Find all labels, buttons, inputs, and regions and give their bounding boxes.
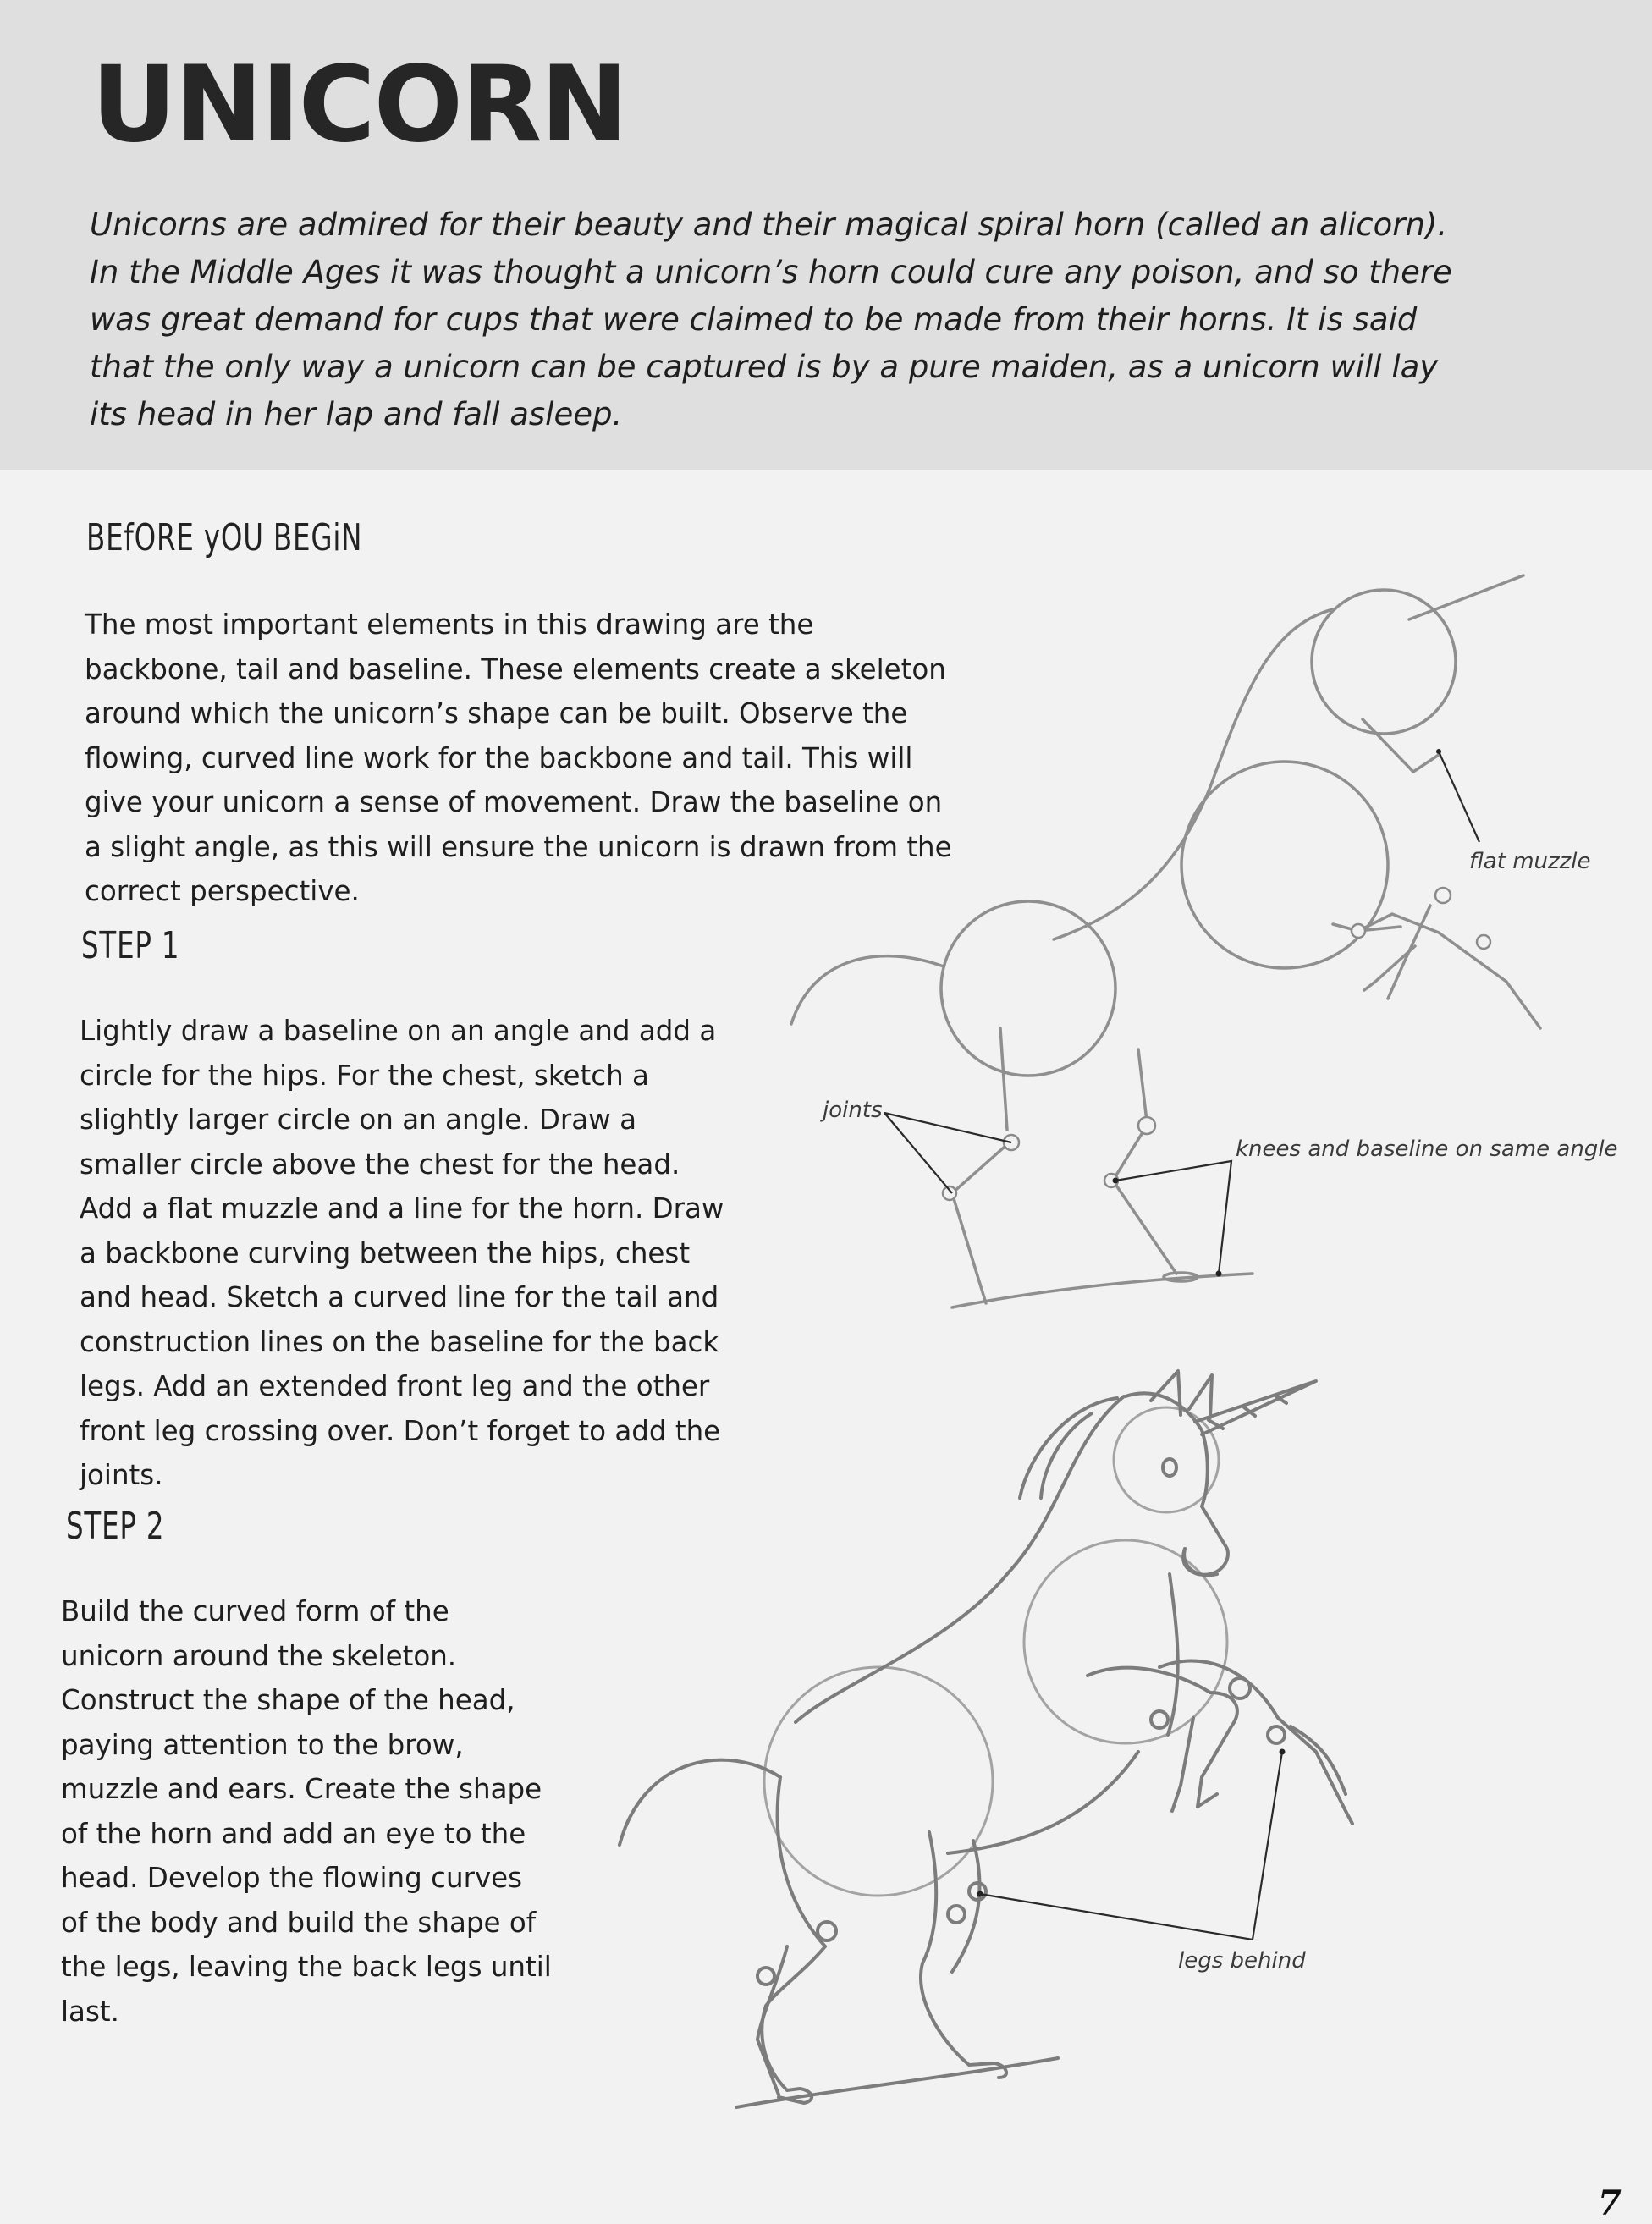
- annotation-knees-baseline: knees and baseline on same angle: [1236, 1137, 1618, 1162]
- annotation-joints: joints: [823, 1098, 883, 1123]
- before-you-begin-heading: BEfORE yOU BEGiN: [86, 516, 363, 559]
- before-you-begin-text: The most important elements in this drawing are the backbone, tail and baseline. These elements create a skeleton around which the unicorn’s shape can be built. Observe the flowing, curved line work for the backbone and tail. This will give your unicorn a sense of movement. Draw the baseline on a slight angle, as this will ensure the unicorn is drawn from the correct perspective.: [85, 608, 952, 907]
- step-1-text: Lightly draw a baseline on an angle and add a circle for the hips. For the chest, sketch a slightly larger circle on an angle. Draw a smaller circle above the chest for the head. Add a flat muzzle and a line for the horn. Draw a backbone curving between the hips, chest and head. Sketch a curved line for the tail and construction lines on the baseline for the back legs. Add an extended front leg and the other front leg crossing over. Don’t forget to add the joints.: [80, 1015, 724, 1491]
- step-1-heading: STEP 1: [81, 924, 180, 967]
- page-title: UNICORN: [91, 44, 627, 166]
- intro-paragraph: Unicorns are admired for their beauty and their magical spiral horn (called an alicorn). In the Middle Ages it was thought a unicorn’s horn could cure any poison, and so there was great demand for cups that were claimed to be made from their horns. It is said that the only way a unicorn can be captured is by a pure maiden, as a unicorn will lay its head in her lap and fall asleep.: [90, 206, 1452, 432]
- page-number: 7: [1598, 2183, 1622, 2223]
- annotation-legs-behind: legs behind: [1178, 1948, 1306, 1974]
- annotation-flat-muzzle: flat muzzle: [1469, 849, 1591, 874]
- step-2-text: Build the curved form of the unicorn around the skeleton. Construct the shape of the head, paying attention to the brow, muzzle and ears. Create the shape of the horn and add an eye to the head. Develop the flowing curves of the body and build the shape of the legs, leaving the back legs until last.: [61, 1595, 552, 2028]
- step-2-heading: STEP 2: [66, 1505, 165, 1548]
